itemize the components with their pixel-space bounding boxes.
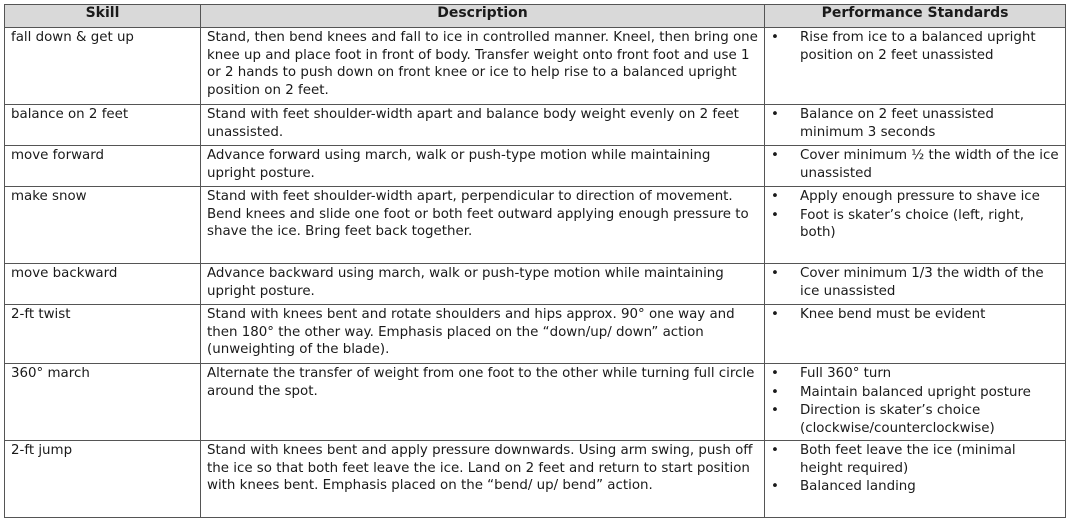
standard-item bbox=[771, 29, 1061, 64]
bullet-icon: • bbox=[771, 30, 779, 45]
standard-item bbox=[771, 265, 1061, 300]
bullet-icon: • bbox=[771, 443, 779, 458]
standard-text: Apply enough pressure to shave ice bbox=[800, 189, 1040, 204]
standard-item bbox=[771, 365, 1061, 383]
standards-list bbox=[771, 106, 1061, 141]
standards-list bbox=[771, 306, 1061, 324]
standard-item bbox=[771, 207, 1061, 242]
standard-text: Knee bend must be evident bbox=[800, 307, 986, 322]
description-cell: Advance forward using march, walk or push-type motion while maintaining upright posture. bbox=[201, 146, 765, 187]
bullet-icon: • bbox=[771, 403, 779, 418]
standard-text: Balanced landing bbox=[800, 479, 916, 494]
skill-cell: 2-ft twist bbox=[5, 305, 201, 364]
bullet-icon: • bbox=[771, 107, 779, 122]
skill-cell: move backward bbox=[5, 264, 201, 305]
table-row bbox=[5, 364, 1066, 441]
standards-list bbox=[771, 442, 1061, 496]
standard-item bbox=[771, 478, 1061, 496]
bullet-icon: • bbox=[771, 189, 779, 204]
skill-cell: 360° march bbox=[5, 364, 201, 441]
standards-list bbox=[771, 29, 1061, 64]
standard-text: Full 360° turn bbox=[800, 366, 892, 381]
description-cell: Stand with knees bent and apply pressure downwards. Using arm swing, push off the ice so that both feet leave the ice. Land on 2 feet and return to start position with knees bent. Emphasis placed on the “bend/ up/ bend” action. bbox=[201, 441, 765, 518]
skill-cell: balance on 2 feet bbox=[5, 105, 201, 146]
standards-list bbox=[771, 147, 1061, 182]
standard-item bbox=[771, 106, 1061, 141]
description-cell: Advance backward using march, walk or push-type motion while maintaining upright posture. bbox=[201, 264, 765, 305]
performance-standards-column-header: Performance Standards bbox=[765, 5, 1066, 28]
standard-item bbox=[771, 188, 1061, 206]
table-row bbox=[5, 264, 1066, 305]
table-body bbox=[5, 28, 1066, 518]
table-row bbox=[5, 146, 1066, 187]
bullet-icon: • bbox=[771, 148, 779, 163]
standard-text: Foot is skater’s choice (left, right, both) bbox=[800, 207, 1025, 240]
standard-item bbox=[771, 306, 1061, 324]
bullet-icon: • bbox=[771, 266, 779, 281]
performance-standards-cell bbox=[765, 305, 1066, 364]
standard-item bbox=[771, 384, 1061, 402]
standard-item bbox=[771, 442, 1061, 477]
standard-text: Balance on 2 feet unassisted minimum 3 seconds bbox=[800, 107, 994, 140]
performance-standards-cell bbox=[765, 441, 1066, 518]
standard-text: Cover minimum 1/3 the width of the ice unassisted bbox=[800, 266, 1044, 299]
standard-text: Rise from ice to a balanced upright position on 2 feet unassisted bbox=[800, 30, 1036, 63]
description-column-header: Description bbox=[201, 5, 765, 28]
header-row bbox=[5, 5, 1066, 28]
description-cell: Stand with knees bent and rotate shoulders and hips approx. 90° one way and then 180° the other way. Emphasis placed on the “down/up/ down” action (unweighting of the blade). bbox=[201, 305, 765, 364]
description-cell: Stand with feet shoulder-width apart, perpendicular to direction of movement. Bend knees and slide one foot or both feet outward applying enough pressure to shave the ice. Bring feet back together. bbox=[201, 187, 765, 264]
bullet-icon: • bbox=[771, 307, 779, 322]
bullet-icon: • bbox=[771, 366, 779, 381]
standard-text: Both feet leave the ice (minimal height required) bbox=[800, 443, 1016, 476]
bullet-icon: • bbox=[771, 207, 779, 223]
bullet-icon: • bbox=[771, 479, 779, 494]
skill-column-header: Skill bbox=[5, 5, 201, 28]
skill-cell: make snow bbox=[5, 187, 201, 264]
skills-table bbox=[4, 4, 1066, 518]
performance-standards-cell bbox=[765, 364, 1066, 441]
bullet-icon: • bbox=[771, 384, 779, 400]
description-cell: Stand with feet shoulder-width apart and balance body weight evenly on 2 feet unassisted. bbox=[201, 105, 765, 146]
standards-list bbox=[771, 265, 1061, 300]
standards-list bbox=[771, 188, 1061, 242]
performance-standards-cell bbox=[765, 264, 1066, 305]
table-row bbox=[5, 441, 1066, 518]
standard-item bbox=[771, 402, 1061, 437]
standard-text: Direction is skater’s choice (clockwise/counterclockwise) bbox=[800, 403, 995, 436]
skill-cell: 2-ft jump bbox=[5, 441, 201, 518]
skill-cell: fall down & get up bbox=[5, 28, 201, 105]
standards-list bbox=[771, 365, 1061, 437]
table-row bbox=[5, 105, 1066, 146]
performance-standards-cell bbox=[765, 105, 1066, 146]
performance-standards-cell bbox=[765, 146, 1066, 187]
table-row bbox=[5, 28, 1066, 105]
standard-text: Cover minimum ½ the width of the ice unassisted bbox=[800, 148, 1059, 181]
performance-standards-cell bbox=[765, 187, 1066, 264]
skill-cell: move forward bbox=[5, 146, 201, 187]
standard-item bbox=[771, 147, 1061, 182]
performance-standards-cell bbox=[765, 28, 1066, 105]
description-cell: Alternate the transfer of weight from one foot to the other while turning full circle around the spot. bbox=[201, 364, 765, 441]
table-row bbox=[5, 305, 1066, 364]
table-row bbox=[5, 187, 1066, 264]
standard-text: Maintain balanced upright posture bbox=[800, 384, 1031, 400]
description-cell: Stand, then bend knees and fall to ice in controlled manner. Kneel, then bring one knee up and place foot in front of body. Transfer weight onto front foot and use 1 or 2 hands to push down on front knee or ice to help rise to a balanced upright position on 2 feet. bbox=[201, 28, 765, 105]
